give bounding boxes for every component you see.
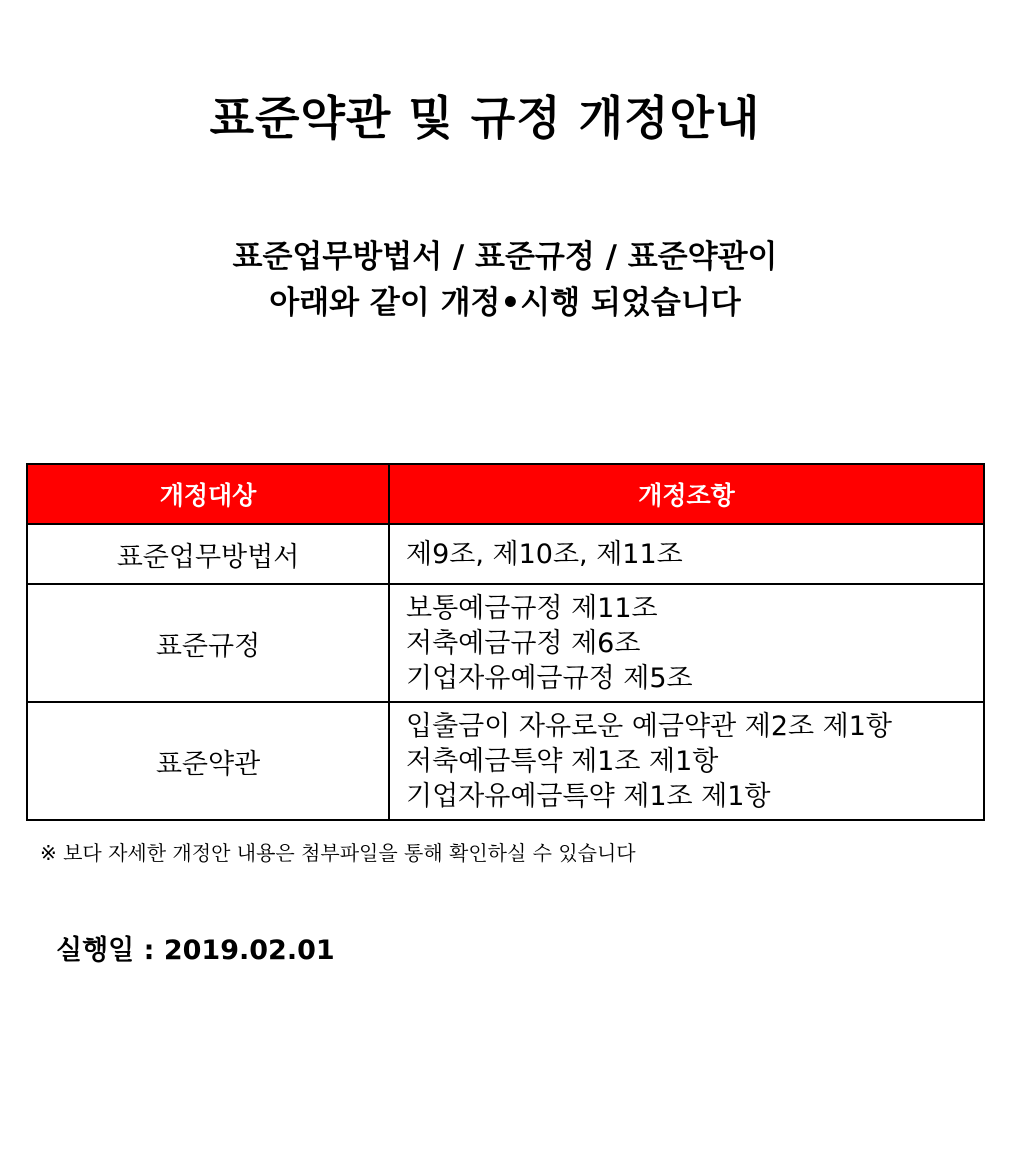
clause-line: 기업자유예금특약 제1조 제1항 [406,780,771,812]
clause-line: 입출금이 자유로운 예금약관 제2조 제1항 [406,710,892,742]
table-row [27,524,984,584]
subtitle-line-1: 표준업무방법서 / 표준규정 / 표준약관이 [232,239,778,275]
header-revision-target: 개정대상 [27,464,389,524]
table-row [27,584,984,702]
clause-line: 기업자유예금규정 제5조 [406,662,693,694]
clause-line: 저축예금특약 제1조 제1항 [406,745,719,777]
row-target: 표준업무방법서 [27,524,389,584]
row-target: 표준규정 [27,584,389,702]
clause-line: 제9조, 제10조, 제11조 [406,538,683,570]
header-revision-clauses: 개정조항 [389,464,984,524]
attachment-note: ※ 보다 자세한 개정안 내용은 첨부파일을 통해 확인하실 수 있습니다 [40,841,636,865]
revision-table [26,463,985,821]
effective-date: 실행일 : 2019.02.01 [56,935,335,966]
row-target: 표준약관 [27,702,389,820]
clause-line: 저축예금규정 제6조 [406,627,641,659]
subtitle-line-2: 아래와 같이 개정•시행 되었습니다 [269,285,741,321]
row-clauses [389,524,984,584]
row-clauses [389,702,984,820]
clause-line: 보통예금규정 제11조 [406,592,658,624]
row-clauses [389,584,984,702]
table-row [27,702,984,820]
announcement-subtitle [0,234,1010,326]
page-title: 표준약관 및 규정 개정안내 [209,91,761,145]
table-header-row [27,464,984,524]
